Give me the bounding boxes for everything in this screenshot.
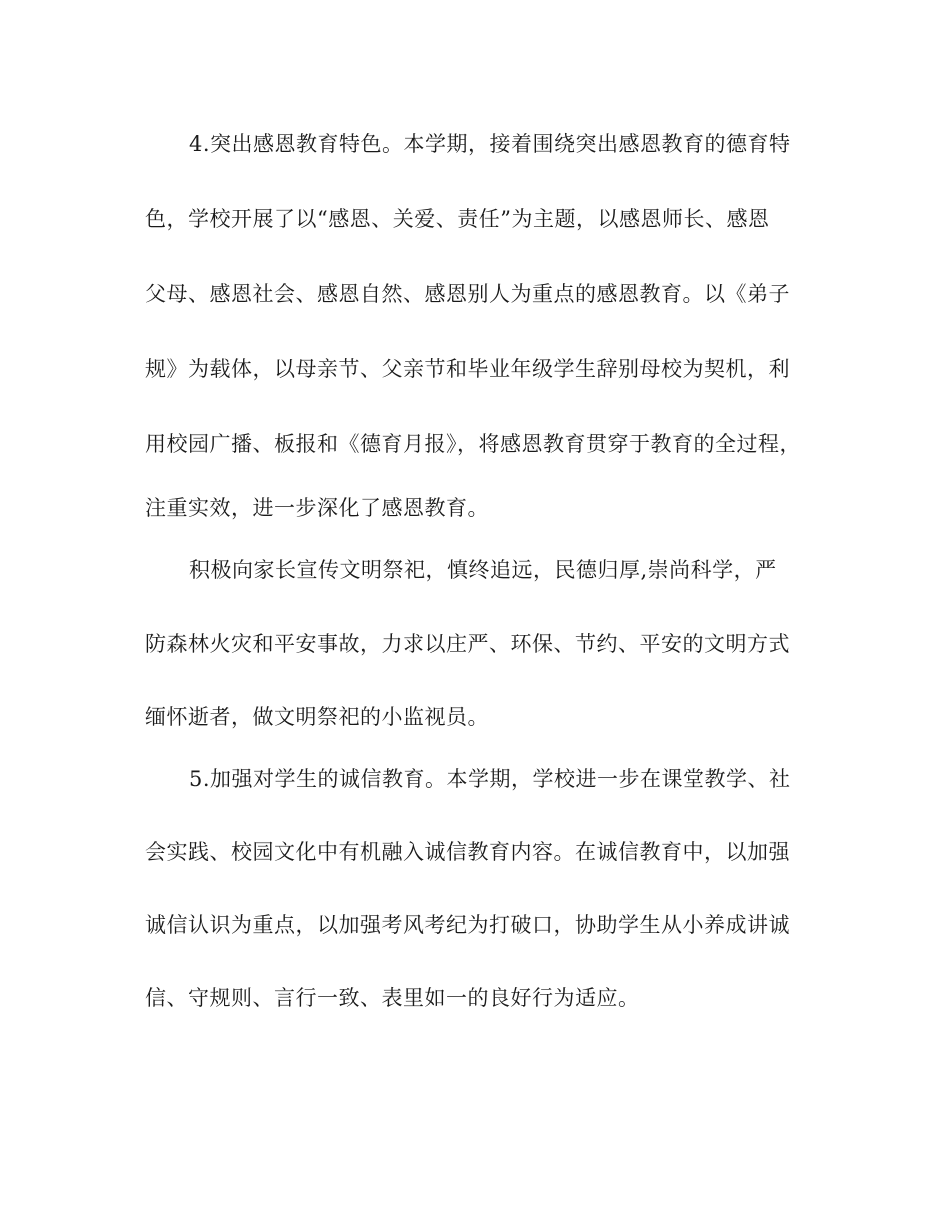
- paragraph-1-line-5: 用校园广播、板报和《德育月报》，将感恩教育贯穿于教育的全过程，: [145, 432, 801, 456]
- paragraph-1-line-1: 4.突出感恩教育特色。本学期，接着围绕突出感恩教育的德育特: [189, 132, 791, 156]
- paragraph-1-line-2: 色，学校开展了以“感恩、关爱、责任”为主题，以感恩师长、感恩: [145, 207, 770, 231]
- paragraph-2-line-2: 防森林火灾和平安事故，力求以庄严、环保、节约、平安的文明方式: [145, 632, 790, 656]
- paragraph-3-line-3: 诚信认识为重点，以加强考风考纪为打破口，协助学生从小养成讲诚: [145, 913, 790, 937]
- paragraph-3-line-2: 会实践、校园文化中有机融入诚信教育内容。在诚信教育中，以加强: [145, 840, 790, 864]
- paragraph-2-line-3: 缅怀逝者，做文明祭祀的小监视员。: [145, 705, 489, 729]
- paragraph-3-line-1: 5.加强对学生的诚信教育。本学期，学校进一步在课堂教学、社: [189, 767, 791, 791]
- paragraph-1-line-4: 规》为载体，以母亲节、父亲节和毕业年级学生辞别母校为契机，利: [145, 357, 790, 381]
- paragraph-3-line-4: 信、守规则、言行一致、表里如一的良好行为适应。: [145, 986, 640, 1010]
- paragraph-1-line-6: 注重实效，进一步深化了感恩教育。: [145, 496, 489, 520]
- paragraph-1-line-3: 父母、感恩社会、感恩自然、感恩别人为重点的感恩教育。以《弟子: [145, 282, 790, 306]
- paragraph-2-line-1: 积极向家长宣传文明祭祀，慎终追远，民德归厚,崇尚科学，严: [189, 558, 777, 582]
